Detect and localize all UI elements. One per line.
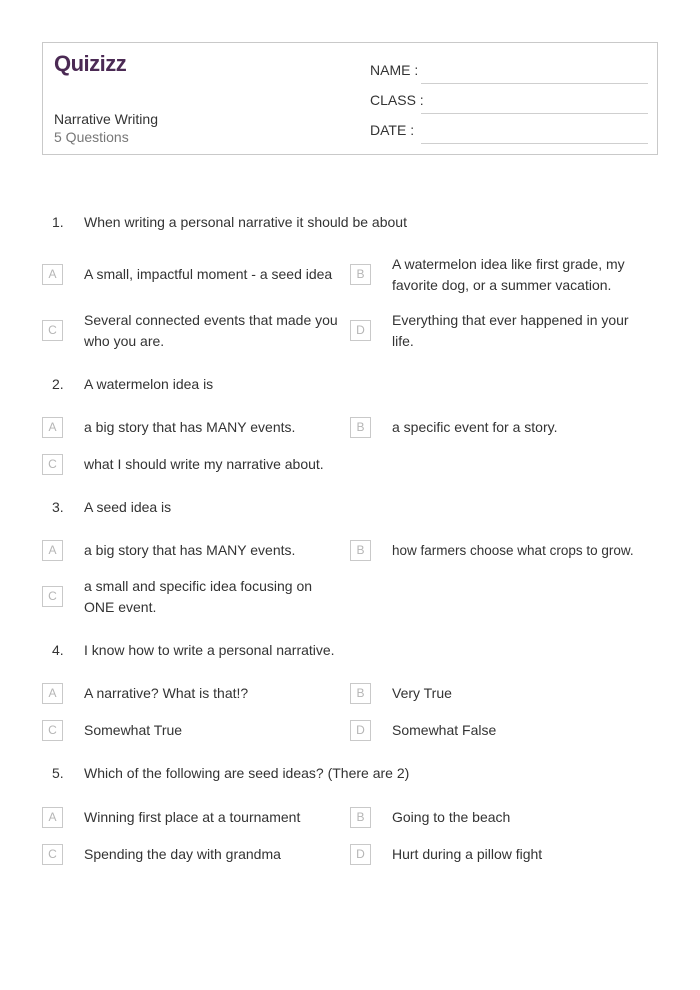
option-text: Spending the day with grandma (84, 846, 281, 862)
option-text: a big story that has MANY events. (84, 542, 296, 558)
class-label: CLASS : (370, 92, 424, 108)
option-text: Going to the beach (392, 809, 511, 825)
date-line (421, 143, 648, 144)
question-count: 5 Questions (54, 129, 129, 145)
option-text: Several connected events that made you who you are. (84, 312, 338, 349)
option-text: how farmers choose what crops to grow. (392, 543, 634, 558)
option-letter-box: B (350, 807, 371, 828)
quizizz-logo: Quizizz (54, 51, 127, 76)
option-letter-box: C (42, 586, 63, 607)
option-letter-box: C (42, 720, 63, 741)
question-number: 5. (52, 765, 64, 781)
worksheet-title: Narrative Writing (54, 111, 158, 127)
option-letter-box: D (350, 720, 371, 741)
option-text: Everything that ever happened in your life. (392, 312, 629, 349)
option-text: A narrative? What is that!? (84, 685, 249, 701)
question-text: A seed idea is (84, 499, 172, 515)
option-letter-box: C (42, 454, 63, 475)
option-text: Somewhat True (84, 722, 183, 738)
question-number: 4. (52, 642, 64, 658)
question-number: 3. (52, 499, 64, 515)
name-field[interactable] (370, 60, 648, 82)
option-letter-box: C (42, 320, 63, 341)
question-text: A watermelon idea is (84, 376, 214, 392)
question-text: When writing a personal narrative it should be about (84, 214, 407, 230)
worksheet-header (42, 42, 658, 155)
option-text: a specific event for a story. (392, 419, 558, 435)
option-text: Somewhat False (392, 722, 497, 738)
name-label: NAME : (370, 62, 419, 78)
option-text: Hurt during a pillow fight (392, 846, 543, 862)
option-text: Winning first place at a tournament (84, 809, 301, 825)
class-line (421, 113, 648, 114)
option-letter-box: B (350, 683, 371, 704)
option-text: what I should write my narrative about. (84, 456, 324, 472)
option-letter-box: A (42, 807, 63, 828)
question-number: 2. (52, 376, 64, 392)
date-field[interactable] (370, 120, 648, 142)
option-letter-box: A (42, 264, 63, 285)
option-letter-box: B (350, 417, 371, 438)
option-letter-box: C (42, 844, 63, 865)
class-field[interactable] (370, 90, 648, 112)
question-text: Which of the following are seed ideas? (There are 2) (84, 765, 410, 781)
option-letter-box: B (350, 540, 371, 561)
option-text: Very True (392, 685, 452, 701)
option-letter-box: D (350, 320, 371, 341)
option-letter-box: A (42, 683, 63, 704)
name-line (421, 83, 648, 84)
question-number: 1. (52, 214, 64, 230)
option-letter-box: A (42, 540, 63, 561)
question-text: I know how to write a personal narrative. (84, 642, 335, 658)
option-text: a small and specific idea focusing on ONE event. (84, 578, 313, 615)
date-label: DATE : (370, 122, 415, 138)
option-letter-box: D (350, 844, 371, 865)
option-letter-box: A (42, 417, 63, 438)
option-text: A small, impactful moment - a seed idea (84, 266, 333, 282)
option-letter-box: B (350, 264, 371, 285)
option-text: a big story that has MANY events. (84, 419, 296, 435)
option-text: A watermelon idea like first grade, my favorite dog, or a summer vacation. (392, 256, 625, 293)
